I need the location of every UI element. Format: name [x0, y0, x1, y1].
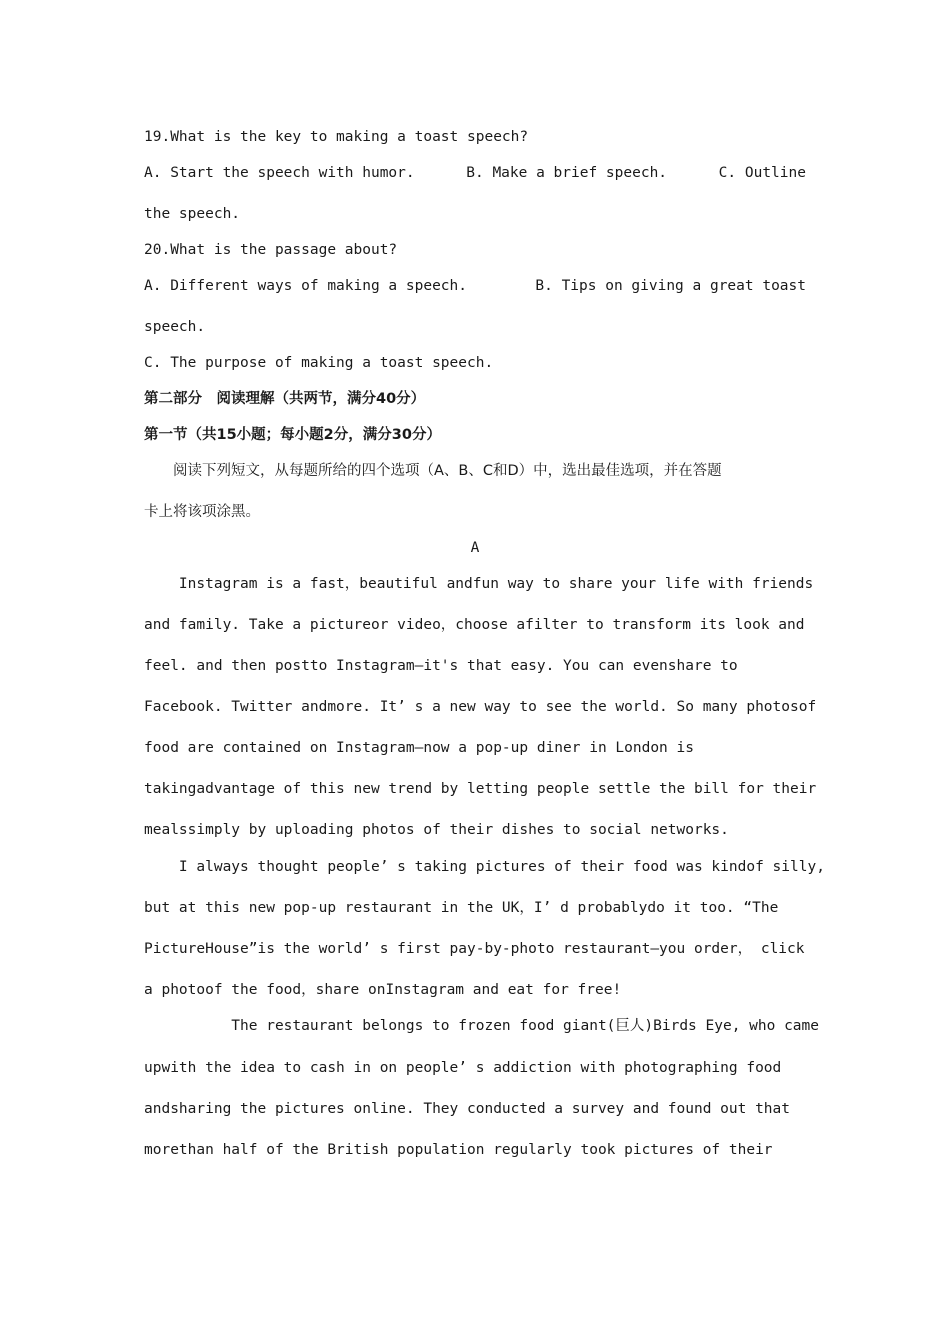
question-20-stem: 20.What is the passage about?: [144, 242, 398, 258]
question-20-options: [144, 276, 806, 296]
passage-line: Facebook. Twitter andmore. It’ s a new way to see the world. So many photosof: [144, 699, 817, 715]
question-19-option-c-continued: the speech.: [144, 206, 241, 222]
passage-line: a photoof the food，share onInstagram and eat for free!: [144, 982, 622, 998]
passage-line: food are contained on Instagram—now a pop-up diner in London is: [144, 740, 694, 756]
instruction-line-2: 卡上将该项涂黑。: [144, 504, 260, 520]
question-20-option-a: A. Different ways of making a speech.: [144, 278, 468, 294]
passage-line: I always thought people’ s taking pictures of their food was kindof silly,: [144, 859, 825, 875]
passage-line: morethan half of the British population regularly took pictures of their: [144, 1142, 773, 1158]
section-one-heading: 第一节（共15小题；每小题2分，满分30分）: [144, 427, 441, 443]
question-20-option-b: B. Tips on giving a great toast: [535, 278, 806, 294]
question-20-option-b-continued: speech.: [144, 319, 206, 335]
question-19-option-b: B. Make a brief speech.: [466, 165, 668, 181]
passage-line: takingadvantage of this new trend by letting people settle the bill for their: [144, 781, 817, 797]
passage-line: andsharing the pictures online. They conducted a survey and found out that: [144, 1101, 791, 1117]
passage-line: but at this new pop-up restaurant in the UK，I’ d probablydo it too. “The: [144, 900, 779, 916]
passage-line: Instagram is a fast，beautiful andfun way to share your life with friends: [144, 576, 814, 592]
passage-line: and family. Take a pictureor video，choose afilter to transform its look and: [144, 617, 805, 633]
instruction-line-1: 阅读下列短文，从每题所给的四个选项（A、B、C和D）中，选出最佳选项，并在答题: [144, 463, 722, 479]
question-19-stem: 19.What is the key to making a toast speech?: [144, 129, 529, 145]
part-two-heading: 第二部分 阅读理解（共两节，满分40分）: [144, 391, 426, 407]
passage-line: feel. and then postto Instagram—it's that easy. You can evenshare to: [144, 658, 738, 674]
passage-line: upwith the idea to cash in on people’ s addiction with photographing food: [144, 1060, 782, 1076]
passage-line: PictureHouse”is the world’ s first pay-by-photo restaurant—you order， click: [144, 941, 805, 957]
question-19-option-a: A. Start the speech with humor.: [144, 165, 415, 181]
passage-label: A: [470, 540, 480, 556]
passage-line: The restaurant belongs to frozen food giant(巨人)Birds Eye, who came: [144, 1018, 820, 1034]
question-19-options: [144, 163, 806, 183]
question-19-option-c: C. Outline: [718, 165, 806, 181]
passage-line: mealssimply by uploading photos of their dishes to social networks.: [144, 822, 729, 838]
question-20-option-c: C. The purpose of making a toast speech.: [144, 355, 494, 371]
